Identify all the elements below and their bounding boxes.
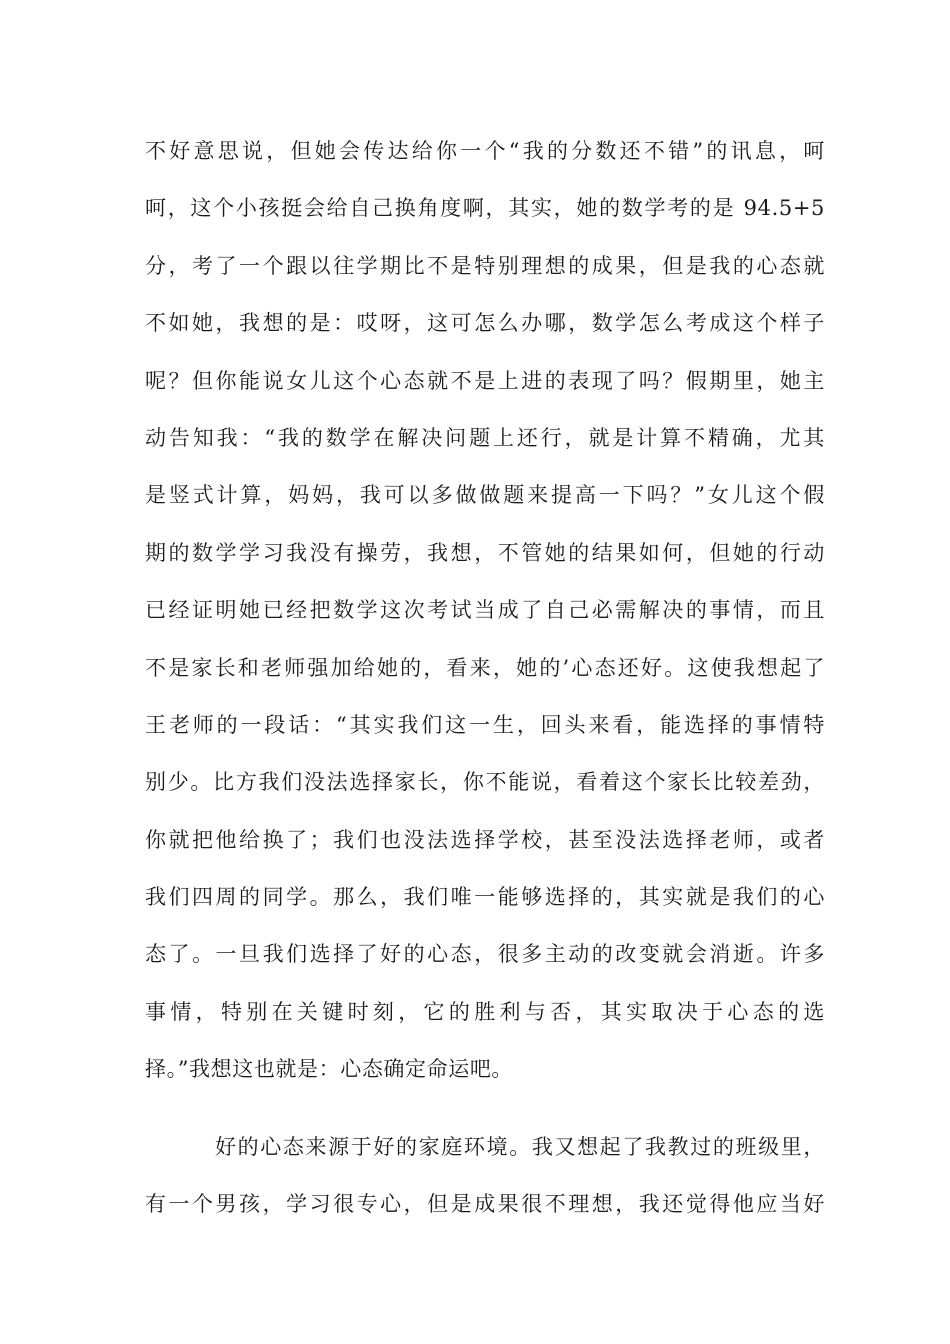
text-line: 分，考了一个跟以往学期比不是特别理想的成果，但是我的心态就: [145, 253, 825, 278]
text-line: 动告知我：“我的数学在解决问题上还行，就是计算不精确，尤其: [145, 425, 825, 450]
paragraph-1: [145, 128, 825, 1104]
text-line: 是竖式计算，妈妈，我可以多做做题来提高一下吗？”女儿这个假: [145, 483, 825, 508]
text-line: 态了。一旦我们选择了好的心态，很多主动的改变就会消逝。许多: [145, 942, 825, 967]
text-line: 不如她，我想的是：哎呀，这可怎么办哪，数学怎么考成这个样子: [145, 311, 825, 336]
text-line: 不好意思说，但她会传达给你一个“我的分数还不错”的讯息，呵: [145, 139, 825, 163]
text-line: 你就把他给换了；我们也没法选择学校，甚至没法选择老师，或者: [145, 827, 825, 852]
paragraph-2: [145, 1124, 825, 1239]
text-line: 事情，特别在关键时刻，它的胜利与否，其实取决于心态的选: [145, 999, 825, 1024]
text-line: 呵，这个小孩挺会给自己换角度啊，其实，她的数学考的是 94.5+5: [145, 196, 825, 221]
text-line: 我们四周的同学。那么，我们唯一能够选择的，其实就是我们的心: [145, 885, 825, 910]
text-line: 择。”我想这也就是：心态确定命运吧。: [145, 1057, 514, 1082]
document-body: [145, 128, 825, 1238]
text-line: 别少。比方我们没法选择家长，你不能说，看着这个家长比较差劲，: [145, 770, 825, 795]
text-line: 王老师的一段话：“其实我们这一生，回头来看，能选择的事情特: [145, 712, 825, 737]
text-line: 呢？但你能说女儿这个心态就不是上进的表现了吗？假期里，她主: [145, 368, 825, 393]
text-line: 期的数学学习我没有操劳，我想，不管她的结果如何，但她的行动: [145, 540, 825, 565]
text-line: 不是家长和老师强加给她的，看来，她的’心态还好。这使我想起了: [145, 655, 825, 680]
text-line: 已经证明她已经把数学这次考试当成了自己必需解决的事情，而且: [145, 598, 825, 623]
paragraph-gap: [145, 1104, 825, 1124]
text-line: 好的心态来源于好的家庭环境。我又想起了我教过的班级里，: [215, 1134, 825, 1159]
text-line: 有一个男孩，学习很专心，但是成果很不理想，我还觉得他应当好: [145, 1192, 825, 1217]
